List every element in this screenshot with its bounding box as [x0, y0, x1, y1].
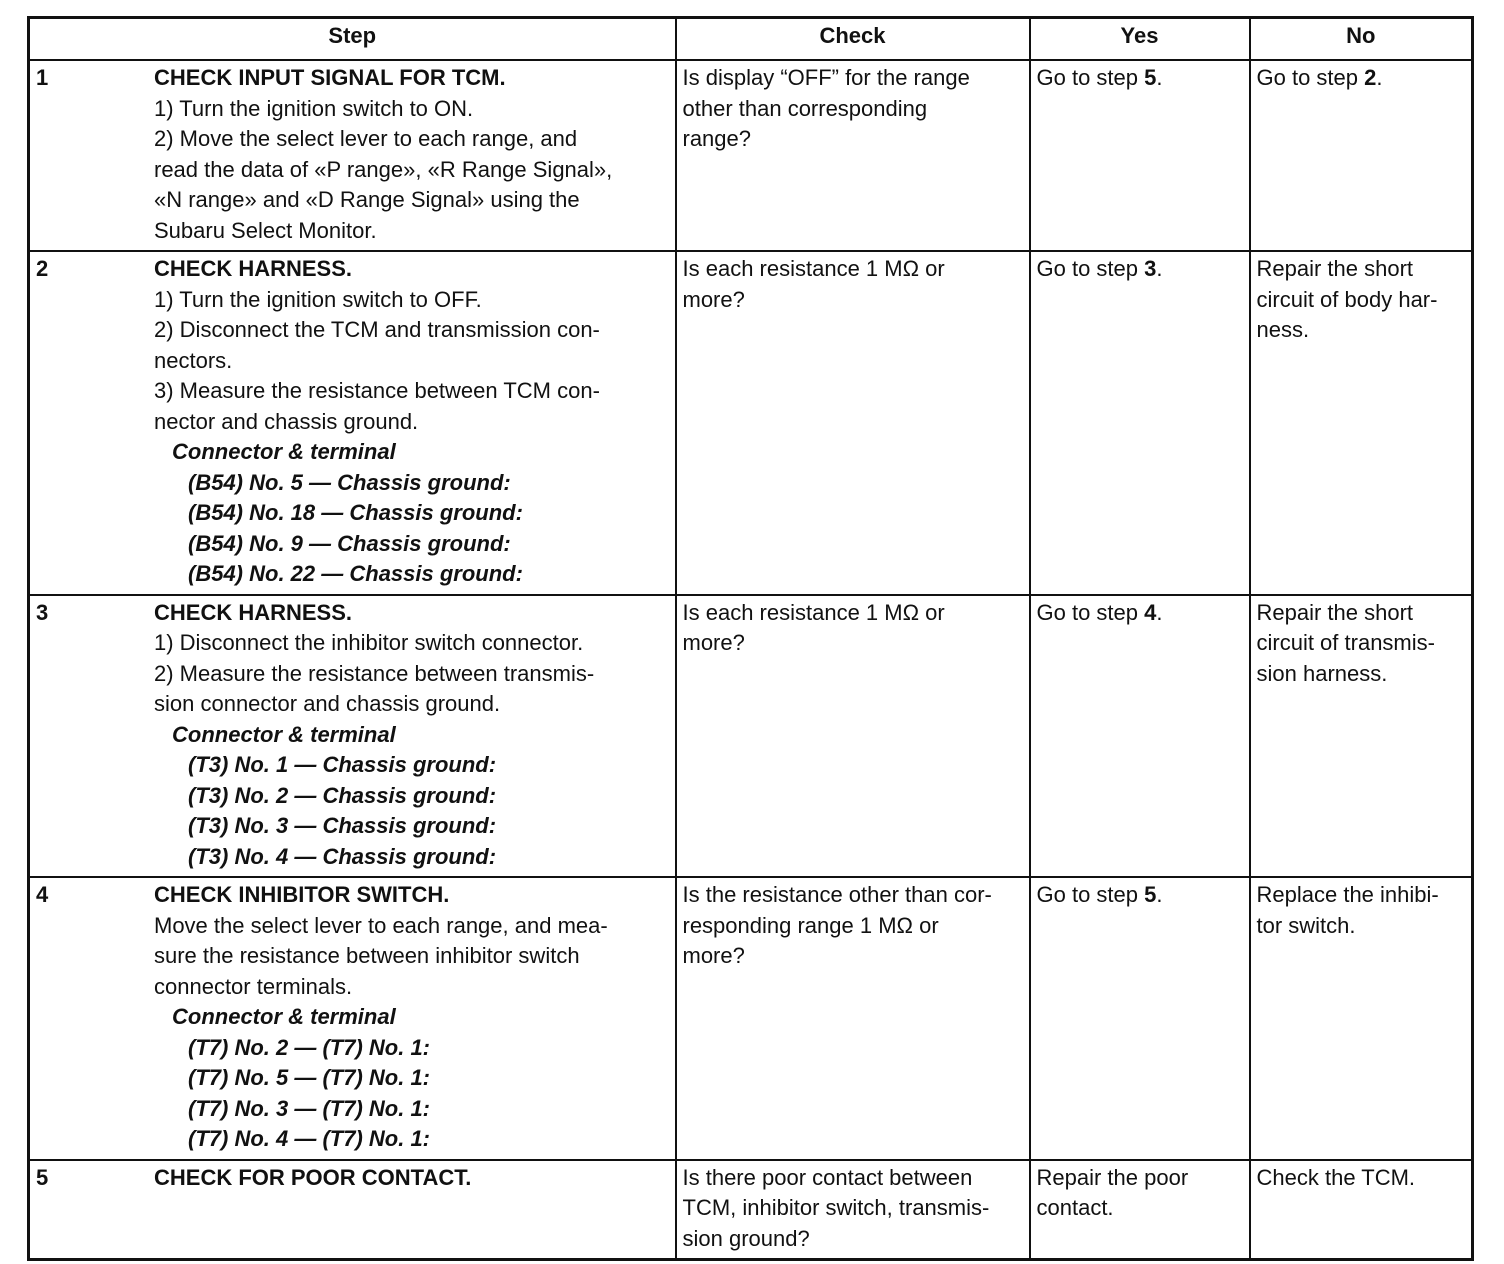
step-line: read the data of «P range», «R Range Signal»,	[154, 156, 613, 182]
no-cell	[1250, 877, 1473, 1160]
no-line: circuit of transmis-	[1256, 630, 1435, 655]
header-check: Check	[676, 18, 1030, 61]
yes-cell: Go to step 5.	[1030, 60, 1250, 251]
terminal-line: (T3) No. 2 — Chassis ground:	[188, 782, 497, 808]
check-cell	[676, 1160, 1030, 1260]
no-line: Repair the short	[1256, 599, 1414, 625]
check-cell	[676, 60, 1030, 251]
yes-cell: Go to step 4.	[1030, 595, 1250, 878]
step-line: connector terminals.	[154, 973, 353, 999]
connector-label: Connector & terminal	[172, 439, 396, 464]
step-number: 5	[36, 1164, 49, 1190]
yes-cell: Go to step 3.	[1030, 251, 1250, 595]
check-line: Is the resistance other than cor-	[682, 882, 992, 907]
terminal-line: (T3) No. 4 — Chassis ground:	[188, 843, 497, 869]
step-cell	[29, 1160, 676, 1260]
step-line: Move the select lever to each range, and mea-	[154, 912, 608, 938]
no-line: ness.	[1256, 317, 1310, 342]
step-line: nectors.	[154, 347, 233, 373]
check-cell	[676, 251, 1030, 595]
diagnostic-table	[27, 16, 1474, 1261]
step-cell	[29, 251, 676, 595]
no-line: circuit of body har-	[1256, 286, 1438, 312]
no-line: Repair the short	[1256, 256, 1414, 281]
goto-step-number: 5	[1144, 882, 1157, 907]
no-line: Check the TCM.	[1256, 1164, 1416, 1190]
terminal-line: (T7) No. 3 — (T7) No. 1:	[188, 1095, 430, 1121]
terminal-line: (B54) No. 22 — Chassis ground:	[188, 561, 523, 586]
goto-text: Go to step	[1036, 599, 1145, 625]
goto-step-number: 4	[1144, 599, 1157, 625]
no-cell	[1250, 251, 1473, 595]
step-line: 2) Measure the resistance between transmis-	[154, 660, 595, 686]
header-row	[29, 18, 1473, 61]
goto-text: Go to step	[1036, 256, 1145, 281]
yes-cell: Go to step 5.	[1030, 877, 1250, 1160]
table-row	[29, 60, 1473, 251]
no-line: Replace the inhibi-	[1256, 882, 1439, 907]
terminal-line: (B54) No. 9 — Chassis ground:	[188, 530, 511, 556]
goto-step-number: 3	[1144, 256, 1157, 281]
step-title: CHECK INHIBITOR SWITCH.	[154, 882, 450, 907]
no-cell	[1250, 1160, 1473, 1260]
terminal-line: (T7) No. 4 — (T7) No. 1:	[188, 1126, 430, 1151]
check-line: Is each resistance 1 MΩ or	[682, 256, 945, 281]
step-number: 2	[36, 256, 49, 281]
terminal-line: (T3) No. 1 — Chassis ground:	[188, 752, 497, 777]
no-cell	[1250, 595, 1473, 878]
step-line: Subaru Select Monitor.	[154, 217, 377, 243]
goto-step-number: 5	[1144, 65, 1157, 90]
table-row	[29, 251, 1473, 595]
check-line: range?	[682, 126, 752, 151]
check-line: more?	[682, 943, 745, 968]
step-line: nector and chassis ground.	[154, 408, 419, 434]
terminal-line: (B54) No. 18 — Chassis ground:	[188, 500, 523, 525]
step-line: 2) Disconnect the TCM and transmission con-	[154, 317, 600, 342]
check-line: more?	[682, 630, 745, 655]
table-row	[29, 877, 1473, 1160]
step-number: 4	[36, 882, 49, 907]
terminal-line: (B54) No. 5 — Chassis ground:	[188, 469, 511, 495]
goto-text: Go to step	[1256, 65, 1365, 90]
check-line: Is each resistance 1 MΩ or	[682, 599, 945, 625]
terminal-line: (T7) No. 5 — (T7) No. 1:	[188, 1065, 430, 1090]
header-no: No	[1250, 18, 1473, 61]
step-number: 3	[36, 599, 49, 625]
step-title: CHECK HARNESS.	[154, 599, 353, 625]
yes-cell	[1030, 1160, 1250, 1260]
table-row	[29, 595, 1473, 878]
step-line: 2) Move the select lever to each range, and	[154, 126, 578, 151]
terminal-line: (T3) No. 3 — Chassis ground:	[188, 813, 497, 838]
check-line: TCM, inhibitor switch, transmis-	[682, 1195, 990, 1220]
step-line: 1) Turn the ignition switch to ON.	[154, 95, 474, 121]
check-line: Is display “OFF” for the range	[682, 65, 970, 90]
header-yes: Yes	[1030, 18, 1250, 61]
goto-text: Go to step	[1036, 65, 1145, 90]
no-cell: Go to step 2.	[1250, 60, 1473, 251]
table-row	[29, 1160, 1473, 1260]
check-line: Is there poor contact between	[682, 1164, 973, 1190]
step-title: CHECK FOR POOR CONTACT.	[154, 1164, 472, 1190]
step-line: 1) Disconnect the inhibitor switch connector.	[154, 630, 584, 655]
check-cell	[676, 595, 1030, 878]
connector-label: Connector & terminal	[172, 721, 396, 747]
step-line: 1) Turn the ignition switch to OFF.	[154, 286, 482, 312]
step-line: «N range» and «D Range Signal» using the	[154, 187, 580, 212]
yes-line: Repair the poor	[1036, 1164, 1189, 1190]
step-line: 3) Measure the resistance between TCM con-	[154, 378, 600, 403]
step-cell	[29, 595, 676, 878]
no-line: sion harness.	[1256, 660, 1388, 686]
check-line: more?	[682, 286, 745, 312]
check-line: other than corresponding	[682, 95, 928, 121]
step-number: 1	[36, 65, 49, 90]
step-cell	[29, 877, 676, 1160]
no-line: tor switch.	[1256, 912, 1356, 938]
step-line: sure the resistance between inhibitor switch	[154, 943, 580, 968]
connector-label: Connector & terminal	[172, 1004, 396, 1029]
goto-step-number: 2	[1364, 65, 1377, 90]
goto-text: Go to step	[1036, 882, 1145, 907]
step-line: sion connector and chassis ground.	[154, 691, 501, 716]
step-title: CHECK HARNESS.	[154, 256, 353, 281]
check-line: sion ground?	[682, 1225, 810, 1251]
yes-line: contact.	[1036, 1195, 1114, 1220]
check-line: responding range 1 MΩ or	[682, 912, 939, 938]
check-cell	[676, 877, 1030, 1160]
step-title: CHECK INPUT SIGNAL FOR TCM.	[154, 65, 506, 90]
header-step: Step	[29, 18, 676, 61]
terminal-line: (T7) No. 2 — (T7) No. 1:	[188, 1034, 430, 1060]
step-cell	[29, 60, 676, 251]
